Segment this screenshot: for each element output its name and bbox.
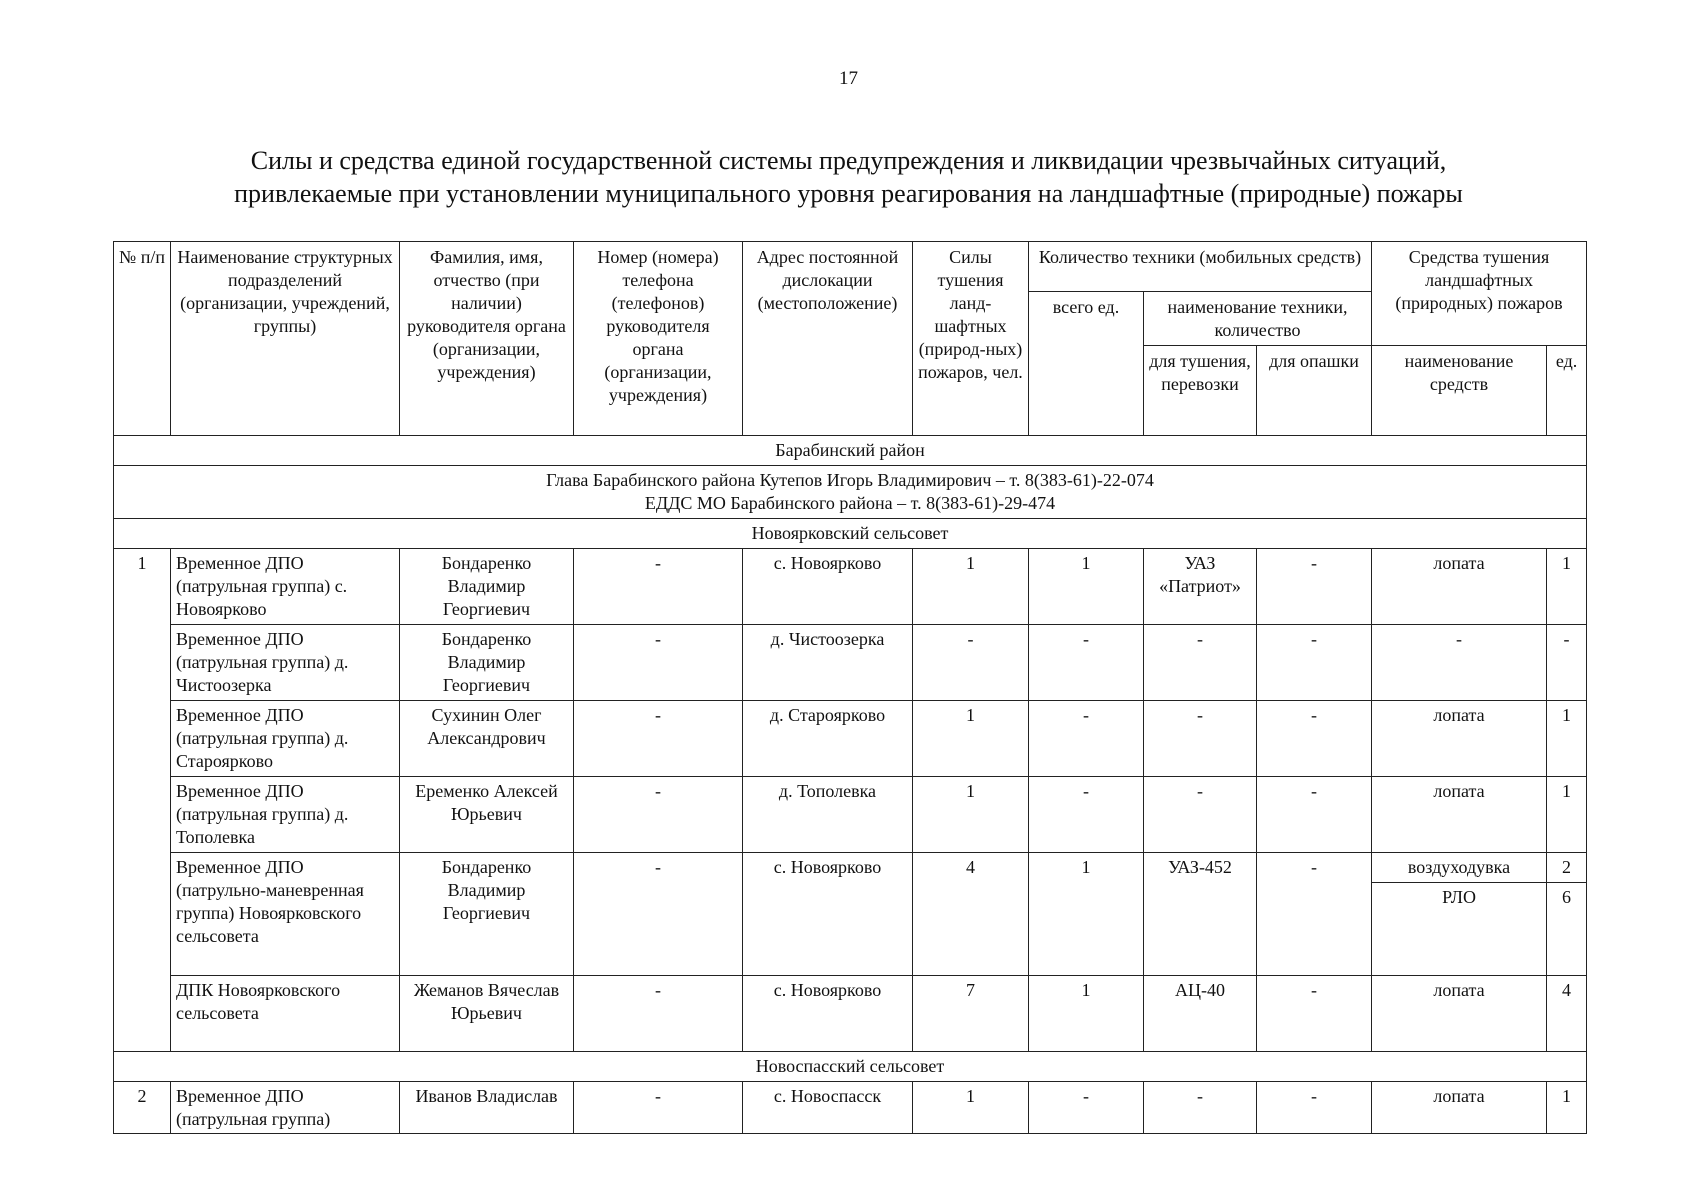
header-means-units: ед. <box>1547 346 1587 436</box>
cell-forces: 1 <box>913 549 1029 625</box>
cell-total: - <box>1029 625 1144 701</box>
cell-unit: Временное ДПО (патрульно-маневренная группа) Новоярковского сельсовета <box>171 853 400 976</box>
district-head-contact: Глава Барабинского района Кутепов Игорь Владимирович – т. 8(383-61)-22-074 <box>546 470 1154 490</box>
cell-means-name: лопата <box>1372 777 1547 853</box>
header-num: № п/п <box>114 242 171 436</box>
table-row <box>114 549 1587 625</box>
cell-head: Жеманов Вячеслав Юрьевич <box>400 976 574 1052</box>
cell-means-qty: 1 <box>1547 701 1587 777</box>
cell-extinguish: - <box>1144 777 1257 853</box>
page-title <box>0 144 1697 210</box>
section-row: Новоспасский сельсовет <box>114 1052 1587 1082</box>
cell-address: с. Новоярково <box>743 853 913 976</box>
cell-means-name: лопата <box>1372 549 1547 625</box>
cell-head: Еременко Алексей Юрьевич <box>400 777 574 853</box>
cell-unit: Временное ДПО (патрульная группа) д. Тополевка <box>171 777 400 853</box>
table-row <box>114 625 1587 701</box>
cell-means-qty: 4 <box>1547 976 1587 1052</box>
cell-plowing: - <box>1257 1082 1372 1134</box>
cell-total: - <box>1029 1082 1144 1134</box>
header-head-name: Фамилия, имя, отчество (при наличии) руководителя органа (организации, учреждения) <box>400 242 574 436</box>
cell-unit: ДПК Новоярковского сельсовета <box>171 976 400 1052</box>
cell-head: Бондаренко Владимир Георгиевич <box>400 853 574 976</box>
cell-phone: - <box>574 701 743 777</box>
header-total: всего ед. <box>1029 292 1144 436</box>
cell-forces: 4 <box>913 853 1029 976</box>
cell-address: д. Староярково <box>743 701 913 777</box>
cell-address: д. Тополевка <box>743 777 913 853</box>
cell-plowing: - <box>1257 625 1372 701</box>
cell-unit: Временное ДПО (патрульная группа) <box>171 1082 400 1134</box>
cell-means-qty: 6 <box>1547 883 1587 976</box>
cell-phone: - <box>574 625 743 701</box>
header-address: Адрес постоянной дислокации (местоположение) <box>743 242 913 436</box>
cell-head: Бондаренко Владимир Георгиевич <box>400 625 574 701</box>
title-line-1: Силы и средства единой государственной системы предупреждения и ликвидации чрезвычайных ситуаций, <box>250 146 1447 175</box>
table-row <box>114 701 1587 777</box>
cell-extinguish: АЦ-40 <box>1144 976 1257 1052</box>
section-row: Новоярковский сельсовет <box>114 519 1587 549</box>
cell-plowing: - <box>1257 777 1372 853</box>
table-row <box>114 976 1587 1052</box>
header-equipment-name-group: наименование техники, количество <box>1144 292 1372 346</box>
cell-forces: 7 <box>913 976 1029 1052</box>
table-row <box>114 1082 1587 1134</box>
cell-means-name: РЛО <box>1372 883 1547 976</box>
cell-address: с. Новоярково <box>743 976 913 1052</box>
row-number: 1 <box>114 549 171 1052</box>
cell-forces: 1 <box>913 701 1029 777</box>
header-for-extinguish: для тушения, перевозки <box>1144 346 1257 436</box>
cell-extinguish: - <box>1144 625 1257 701</box>
header-phone: Номер (номера) телефона (телефонов) руководителя органа (организации, учреждения) <box>574 242 743 436</box>
cell-means-name: воздуходувка <box>1372 853 1547 883</box>
cell-forces: - <box>913 625 1029 701</box>
cell-phone: - <box>574 976 743 1052</box>
cell-unit: Временное ДПО (патрульная группа) д. Староярково <box>171 701 400 777</box>
cell-phone: - <box>574 1082 743 1134</box>
table-row <box>114 777 1587 853</box>
cell-plowing: - <box>1257 549 1372 625</box>
district-row: Барабинский район <box>114 436 1587 466</box>
cell-total: 1 <box>1029 853 1144 976</box>
cell-address: с. Новоярково <box>743 549 913 625</box>
cell-means-qty: 1 <box>1547 1082 1587 1134</box>
cell-means-qty: 1 <box>1547 549 1587 625</box>
cell-extinguish: УАЗ «Патриот» <box>1144 549 1257 625</box>
cell-means-qty: 2 <box>1547 853 1587 883</box>
cell-total: - <box>1029 777 1144 853</box>
cell-forces: 1 <box>913 777 1029 853</box>
cell-total: 1 <box>1029 976 1144 1052</box>
header-equipment-group: Количество техники (мобильных средств) <box>1029 242 1372 292</box>
title-line-2: привлекаемые при установлении муниципального уровня реагирования на ландшафтные (природные) пожары <box>234 179 1463 208</box>
cell-head: Бондаренко Владимир Георгиевич <box>400 549 574 625</box>
cell-unit: Временное ДПО (патрульная группа) д. Чистоозерка <box>171 625 400 701</box>
page-number: 17 <box>839 68 858 89</box>
table-row <box>114 853 1587 883</box>
cell-plowing: - <box>1257 853 1372 976</box>
header-forces: Силы тушения ланд-шафтных (природ-ных) пожаров, чел. <box>913 242 1029 436</box>
cell-means-qty: - <box>1547 625 1587 701</box>
cell-extinguish: УАЗ-452 <box>1144 853 1257 976</box>
cell-unit: Временное ДПО (патрульная группа) с. Новоярково <box>171 549 400 625</box>
header-means-name: наименование средств <box>1372 346 1547 436</box>
cell-head: Сухинин Олег Александрович <box>400 701 574 777</box>
cell-means-name: - <box>1372 625 1547 701</box>
cell-address: д. Чистоозерка <box>743 625 913 701</box>
cell-extinguish: - <box>1144 701 1257 777</box>
cell-phone: - <box>574 777 743 853</box>
forces-table <box>113 241 1587 1134</box>
cell-forces: 1 <box>913 1082 1029 1134</box>
district-contacts-row <box>114 466 1587 519</box>
cell-means-name: лопата <box>1372 976 1547 1052</box>
cell-plowing: - <box>1257 976 1372 1052</box>
row-number: 2 <box>114 1082 171 1134</box>
cell-phone: - <box>574 853 743 976</box>
cell-total: - <box>1029 701 1144 777</box>
cell-means-qty: 1 <box>1547 777 1587 853</box>
cell-total: 1 <box>1029 549 1144 625</box>
district-edds-contact: ЕДДС МО Барабинского района – т. 8(383-61)-29-474 <box>644 493 1056 513</box>
header-unit: Наименование структурных подразделений (организации, учреждений, группы) <box>171 242 400 436</box>
header-means-group: Средства тушения ландшафтных (природных) пожаров <box>1372 242 1587 346</box>
cell-means-name: лопата <box>1372 1082 1547 1134</box>
cell-head: Иванов Владислав <box>400 1082 574 1134</box>
header-for-plowing: для опашки <box>1257 346 1372 436</box>
cell-means-name: лопата <box>1372 701 1547 777</box>
cell-plowing: - <box>1257 701 1372 777</box>
cell-extinguish: - <box>1144 1082 1257 1134</box>
cell-address: с. Новоспасск <box>743 1082 913 1134</box>
cell-phone: - <box>574 549 743 625</box>
